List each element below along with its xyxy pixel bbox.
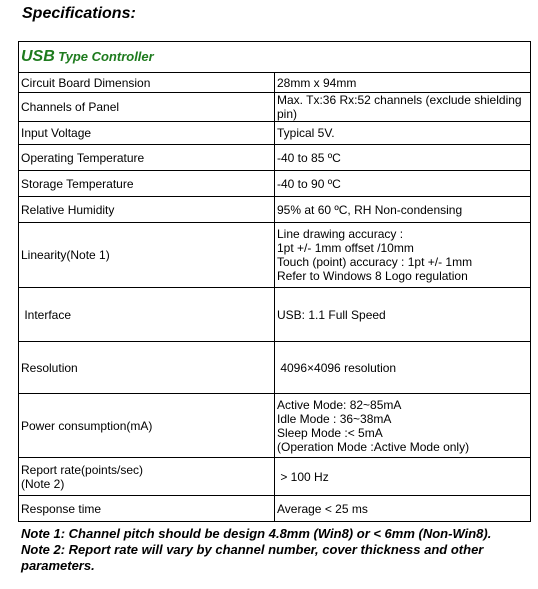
row-label: Storage Temperature xyxy=(19,171,275,197)
row-value: USB: 1.1 Full Speed xyxy=(275,288,531,342)
value-line: Touch (point) accuracy : 1pt +/- 1mm xyxy=(277,255,473,269)
table-row xyxy=(19,342,531,394)
page-heading: Specifications: xyxy=(22,5,136,22)
value-line: Sleep Mode :< 5mA xyxy=(277,425,383,440)
value-line: 1pt +/- 1mm offset /10mm xyxy=(277,241,414,255)
table-row xyxy=(19,458,531,496)
table-title xyxy=(19,42,531,73)
table-row xyxy=(19,171,531,197)
value-line: Active Mode: 82~85mA xyxy=(277,397,402,412)
row-value: -40 to 90 ºC xyxy=(275,171,531,197)
row-value xyxy=(275,223,531,288)
row-label: Circuit Board Dimension xyxy=(19,73,275,93)
table-row xyxy=(19,394,531,458)
note-1: Note 1: Channel pitch should be design 4.8mm (Win8) or < 6mm (Non-Win8). xyxy=(21,526,492,541)
row-label: Response time xyxy=(19,496,275,522)
value-line: (Operation Mode :Active Mode only) xyxy=(277,439,470,454)
row-value: -40 to 85 ºC xyxy=(275,145,531,171)
row-value: 4096×4096 resolution xyxy=(275,342,531,394)
row-label: Operating Temperature xyxy=(19,145,275,171)
table-row xyxy=(19,73,531,93)
table-row xyxy=(19,145,531,171)
table-row xyxy=(19,496,531,522)
row-value: Typical 5V. xyxy=(275,122,531,145)
row-label: Power consumption(mA) xyxy=(19,394,275,458)
table-row xyxy=(19,288,531,342)
value-line: Refer to Windows 8 Logo regulation xyxy=(277,269,468,283)
table-title-usb: USB xyxy=(21,48,55,65)
specifications-table xyxy=(18,41,531,522)
table-title-row xyxy=(19,42,531,73)
table-row xyxy=(19,223,531,288)
value-line: Idle Mode : 36~38mA xyxy=(277,411,392,426)
table-row xyxy=(19,122,531,145)
label-line: Report rate(points/sec) xyxy=(21,462,144,477)
row-label: Interface xyxy=(19,288,275,342)
row-label: Relative Humidity xyxy=(19,197,275,223)
row-value: 28mm x 94mm xyxy=(275,73,531,93)
table-row xyxy=(19,197,531,223)
row-value: Average < 25 ms xyxy=(275,496,531,522)
row-value: 95% at 60 ºC, RH Non-condensing xyxy=(275,197,531,223)
row-value: > 100 Hz xyxy=(275,458,531,496)
row-value xyxy=(275,394,531,458)
notes xyxy=(21,526,531,574)
note-2: Note 2: Report rate will vary by channel number, cover thickness and other parameters. xyxy=(21,542,484,573)
row-label xyxy=(19,458,275,496)
value-line: Line drawing accuracy : xyxy=(277,227,404,241)
row-label: Linearity(Note 1) xyxy=(19,223,275,288)
row-value: Max. Tx:36 Rx:52 channels (exclude shielding pin) xyxy=(275,93,531,122)
row-label: Resolution xyxy=(19,342,275,394)
label-line: (Note 2) xyxy=(21,476,65,491)
table-row xyxy=(19,93,531,122)
row-label: Channels of Panel xyxy=(19,93,275,122)
table-title-rest: Type Controller xyxy=(58,49,154,64)
row-label: Input Voltage xyxy=(19,122,275,145)
